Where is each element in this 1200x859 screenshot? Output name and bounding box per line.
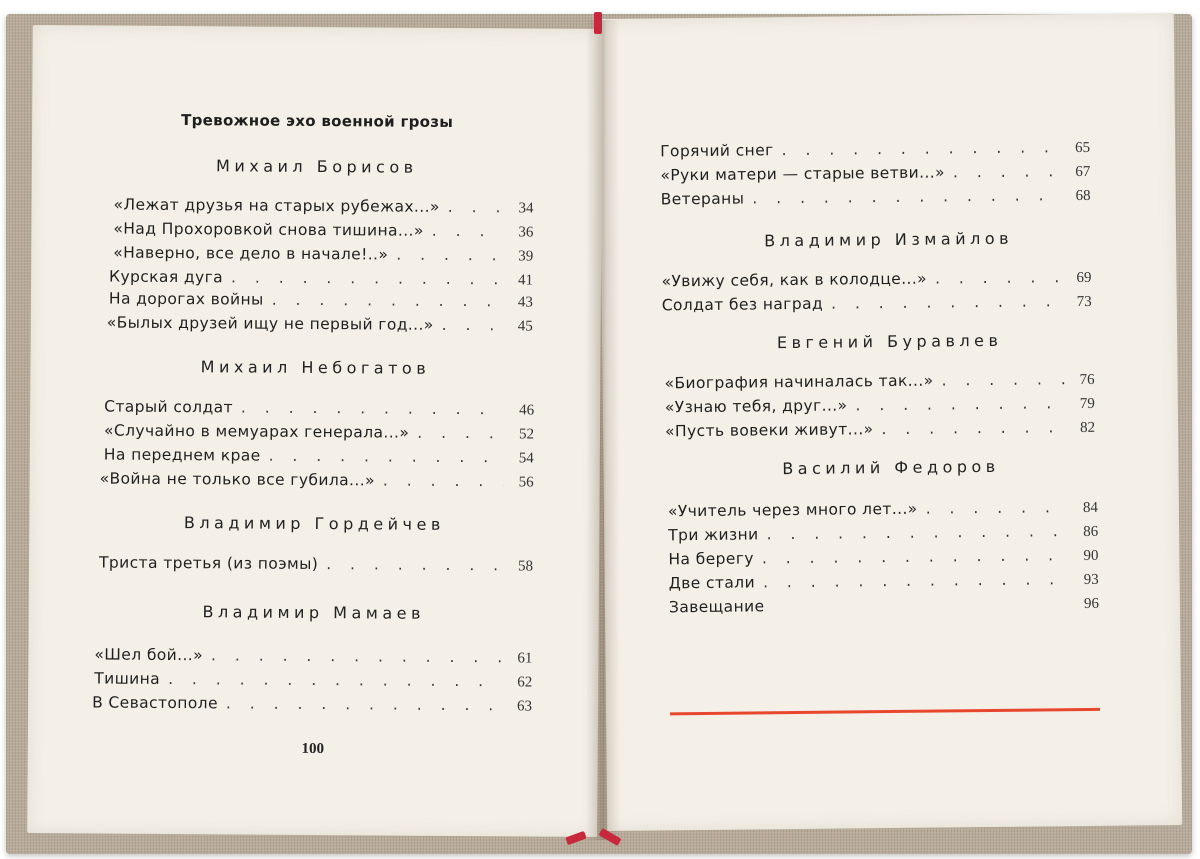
entry-title: «Биография начиналась так...» — [664, 371, 934, 393]
leader-dots — [231, 266, 503, 290]
entry-page: 34 — [518, 200, 534, 217]
entry-page: 39 — [518, 248, 534, 265]
toc-entry — [660, 160, 1090, 187]
leader-dots — [763, 568, 1069, 593]
author-name: Евгений Буравлев — [776, 330, 1003, 353]
binding-thread-top — [594, 12, 602, 34]
leader-dots — [417, 422, 504, 445]
author-name: Михаил Небогатов — [200, 357, 431, 378]
entry-page: 86 — [1083, 523, 1099, 540]
entry-title: «Случайно в мемуарах генерала...» — [103, 421, 410, 442]
entry-title: Три жизни — [668, 525, 759, 545]
toc-entry — [113, 242, 533, 267]
entry-title: Две стали — [668, 573, 756, 593]
toc-entry — [665, 392, 1095, 419]
toc-entry — [113, 218, 533, 243]
leader-dots — [383, 469, 504, 492]
toc-entry — [109, 266, 533, 291]
leader-dots — [241, 396, 504, 420]
toc-entry — [660, 136, 1090, 163]
leader-dots — [226, 692, 502, 716]
toc-entry — [669, 568, 1099, 595]
entry-page: 61 — [517, 650, 533, 667]
entry-page: 36 — [518, 224, 534, 241]
leader-dots — [269, 445, 504, 469]
entry-title: «Руки матери — старые ветви...» — [660, 163, 946, 185]
entry-page: 96 — [1083, 595, 1099, 612]
toc-entry — [99, 551, 533, 576]
toc-entry — [92, 691, 532, 716]
red-rule-divider — [670, 708, 1100, 716]
entry-title: «Наверно, все дело в начале!..» — [113, 243, 389, 264]
leader-dots — [432, 220, 504, 242]
leader-dots — [881, 416, 1065, 440]
leader-dots — [752, 184, 1061, 209]
leader-dots — [448, 196, 504, 218]
entry-title: Триста третья (из поэмы) — [99, 553, 319, 574]
section-title: Тревожное эхо военной грозы — [181, 111, 454, 131]
leader-dots — [762, 544, 1069, 569]
leader-dots — [831, 290, 1062, 314]
leader-dots — [926, 496, 1068, 519]
toc-entry — [107, 312, 533, 337]
entry-page: 79 — [1079, 395, 1095, 413]
entry-page: 46 — [519, 402, 535, 419]
entry-title: Горячий снег — [660, 141, 774, 161]
toc-entry — [109, 288, 533, 313]
entry-title: «Учитель через много лет...» — [667, 499, 918, 521]
entry-title: Завещание — [668, 597, 765, 617]
leader-dots — [326, 553, 503, 576]
entry-title: На берегу — [668, 549, 754, 569]
entry-page: 82 — [1079, 419, 1096, 437]
left-page — [27, 25, 603, 837]
right-page-content — [599, 13, 1182, 831]
toc-entry — [94, 667, 532, 692]
entry-page: 84 — [1082, 499, 1098, 516]
toc-entry — [661, 266, 1091, 293]
toc-entry — [662, 290, 1092, 317]
leader-dots — [442, 314, 503, 336]
entry-page: 41 — [518, 272, 534, 289]
toc-entry — [104, 420, 534, 445]
entry-page: 90 — [1083, 547, 1099, 564]
author-name: Василий Федоров — [782, 456, 1000, 479]
leader-dots — [855, 392, 1065, 416]
toc-entry — [668, 544, 1098, 571]
entry-page: 93 — [1083, 571, 1099, 588]
entry-title: «Пусть вовеки живут...» — [664, 420, 874, 441]
leader-dots — [953, 160, 1061, 183]
entry-title: В Севастополе — [92, 693, 219, 713]
entry-page: 69 — [1076, 269, 1092, 287]
toc-entry — [100, 467, 534, 492]
entry-page: 45 — [517, 318, 533, 335]
entry-page: 76 — [1079, 371, 1095, 389]
entry-title: Курская дуга — [109, 267, 224, 287]
entry-title: «Шел бой...» — [94, 645, 204, 665]
leader-dots — [935, 266, 1062, 289]
toc-entry — [665, 416, 1095, 443]
entry-title: Тишина — [94, 669, 161, 688]
author-name: Владимир Мамаев — [202, 602, 426, 623]
author-name: Михаил Борисов — [216, 156, 418, 177]
entry-page: 63 — [517, 698, 533, 715]
entry-page: 73 — [1076, 293, 1092, 311]
toc-entry — [669, 592, 1099, 619]
entry-title: «Война не только все губила...» — [99, 469, 376, 490]
toc-entry — [668, 496, 1098, 523]
leader-dots — [168, 668, 502, 692]
entry-title: Ветераны — [660, 189, 745, 209]
entry-page: 52 — [518, 426, 535, 443]
entry-title: На переднем крае — [103, 445, 261, 465]
entry-title: «Увижу себя, как в колодце...» — [661, 269, 928, 291]
toc-entry — [104, 396, 534, 421]
entry-title: Старый солдат — [104, 397, 234, 417]
entry-page: 56 — [518, 474, 534, 491]
leader-dots — [211, 644, 503, 668]
entry-title: «Лежат друзья на старых рубежах...» — [113, 195, 440, 216]
leader-dots — [272, 289, 503, 313]
toc-entry — [668, 520, 1098, 547]
toc-entry — [94, 643, 532, 668]
entry-page: 43 — [517, 294, 533, 311]
left-page-content — [27, 25, 603, 837]
entry-page: 62 — [517, 674, 533, 691]
leader-dots — [782, 136, 1061, 161]
entry-page: 54 — [518, 450, 534, 467]
leader-dots — [766, 520, 1068, 545]
leader-dots — [941, 368, 1064, 391]
entry-title: «Над Прохоровкой снова тишина...» — [113, 219, 424, 240]
entry-title: Солдат без наград — [661, 294, 824, 315]
toc-entry — [661, 184, 1091, 211]
author-name: Владимир Гордейчев — [183, 513, 445, 534]
entry-page: 67 — [1075, 163, 1091, 181]
author-name: Владимир Измайлов — [764, 228, 1014, 251]
toc-entry — [664, 368, 1094, 395]
entry-title: «Узнаю тебя, друг...» — [664, 396, 848, 417]
leader-dots — [396, 244, 503, 267]
entry-page: 65 — [1075, 139, 1091, 157]
entry-title: На дорогах войны — [108, 289, 264, 309]
entry-page: 68 — [1075, 187, 1091, 205]
entry-page: 58 — [518, 558, 534, 575]
entry-title: «Былых друзей ищу не первый год...» — [106, 313, 434, 334]
right-page — [599, 13, 1182, 831]
toc-entry — [104, 444, 534, 469]
page-number: 100 — [301, 740, 325, 758]
toc-entry — [113, 194, 533, 219]
